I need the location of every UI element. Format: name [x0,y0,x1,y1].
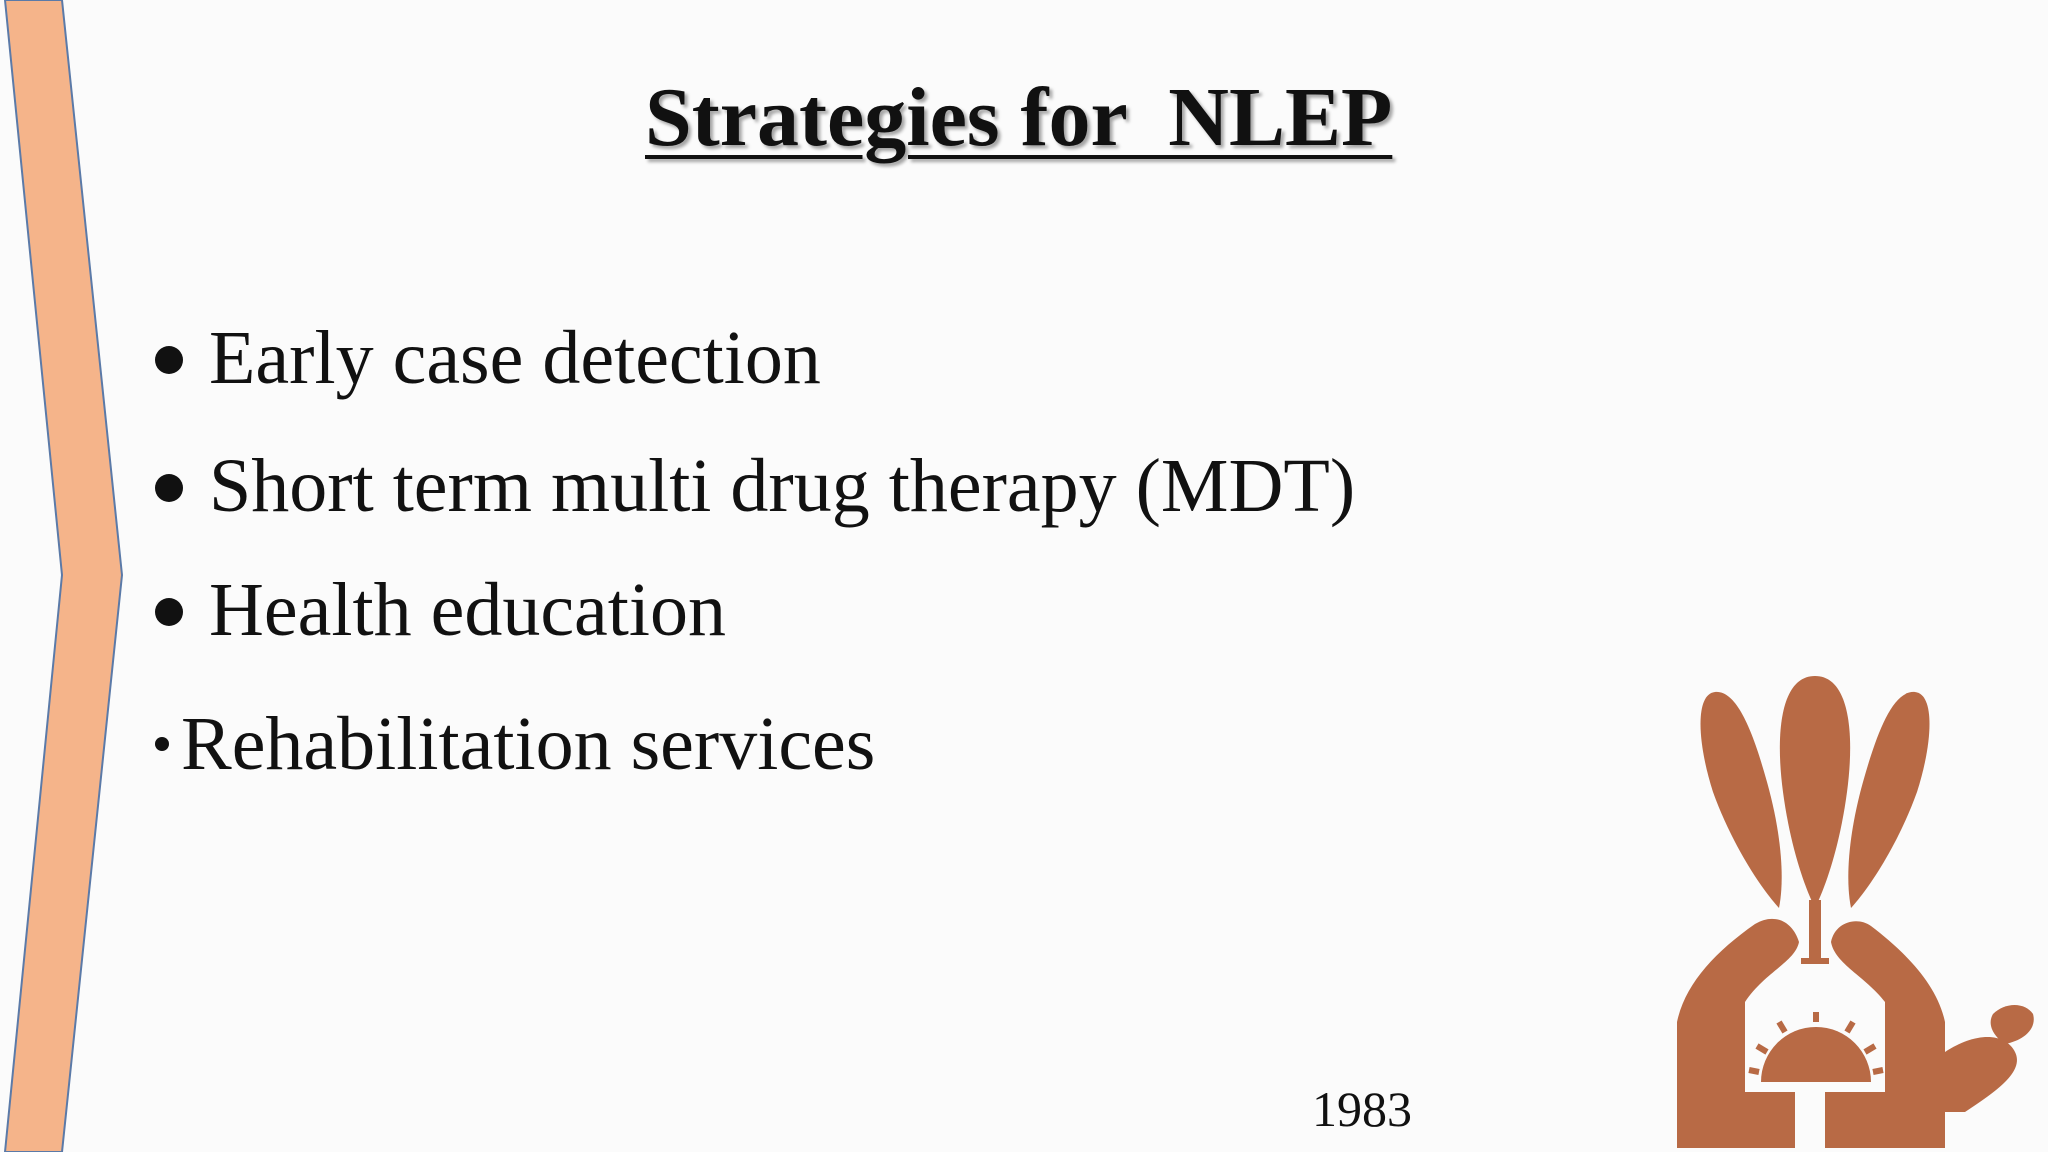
bullet-dot [155,346,183,374]
bullet-item [155,444,1356,528]
bullet-text: Early case detection [209,316,821,400]
bullet-dot [155,737,169,751]
bullet-item [155,702,876,786]
nlep-logo-icon [1675,672,2048,1148]
bullet-dot [155,474,183,502]
year-label: 1983 [1312,1081,1412,1137]
slide-title: Strategies for NLEP [645,71,1393,164]
bullet-text: Rehabilitation services [181,702,876,786]
bullet-item [155,316,821,400]
bullet-item [155,568,727,652]
bullet-text: Short term multi drug therapy (MDT) [209,444,1356,528]
bullet-text: Health education [209,568,727,652]
bullet-dot [155,598,183,626]
chevron-decoration [0,0,130,1152]
